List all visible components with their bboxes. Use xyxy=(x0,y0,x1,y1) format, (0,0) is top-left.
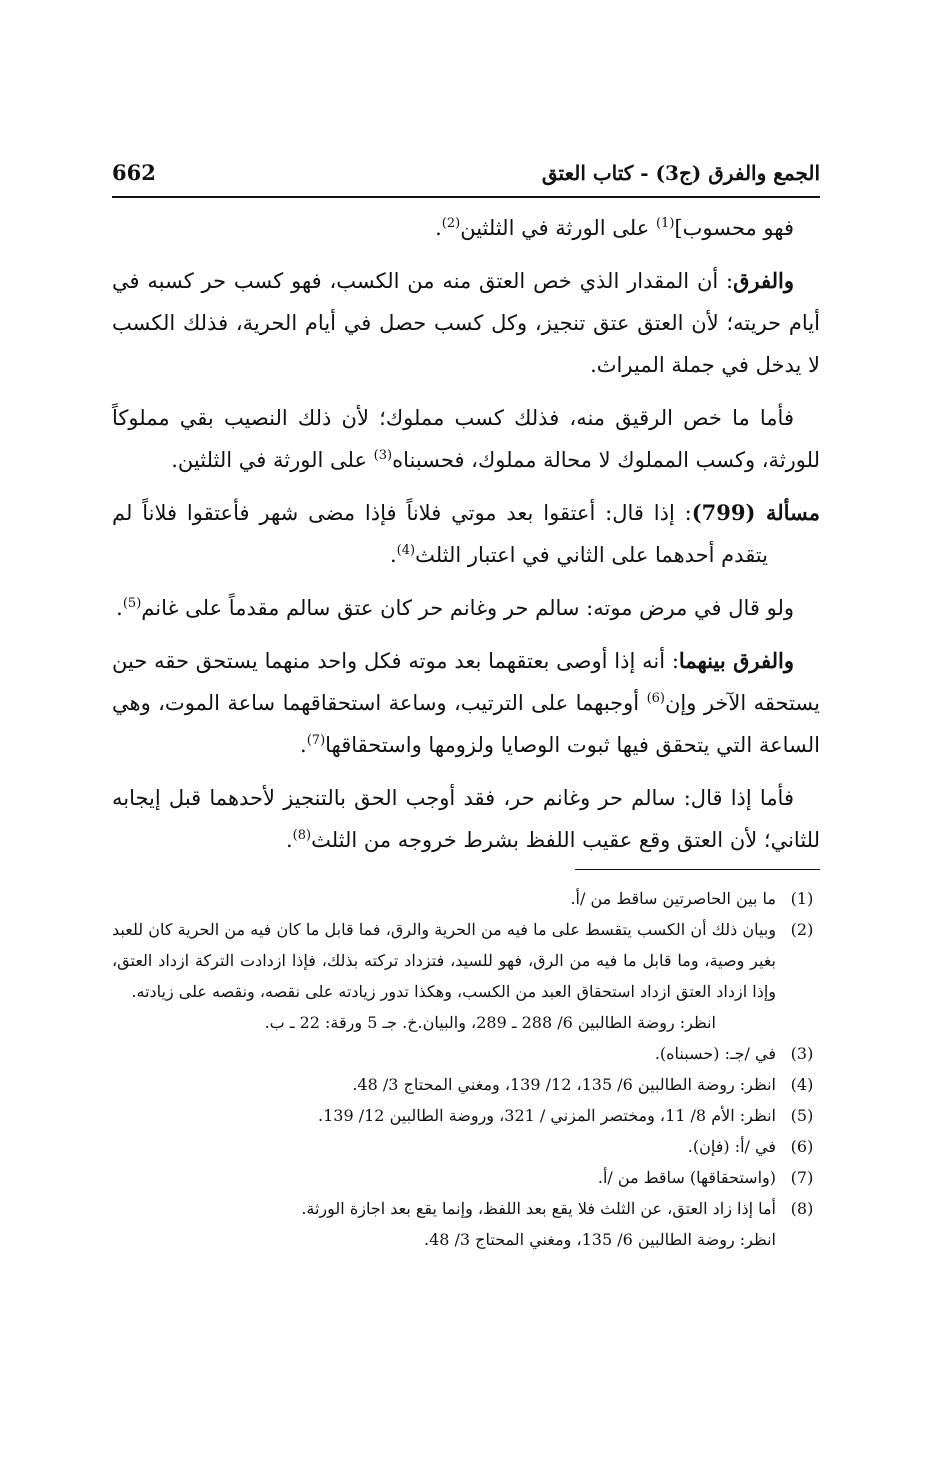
footnote-number: (6) xyxy=(790,1137,814,1156)
paragraph-5: ولو قال في مرض موته: سالم حر وغانم حر كان عتق سالم مقدماً على غانم$^{(5)}$. xyxy=(116,596,794,620)
paragraph-1: فهو محسوب]$^{(1)}$ على الورثة في الثلثين$^{(2)}$. xyxy=(435,216,794,240)
header-rule xyxy=(112,196,820,198)
footnote-6: (6) في /أ: (فإن). xyxy=(112,1131,820,1162)
footnote-1: (1) ما بين الحاصرتين ساقط من /أ. xyxy=(112,883,820,914)
difference-between-label: والفرق بينهما xyxy=(678,648,794,673)
paragraph-6: والفرق بينهما: أنه إذا أوصى بعتقهما بعد موته فكل واحد منهما يستحق حقه حين يستحقه الآخر وإن$^{(6)}$ أوجبهما على الترتيب، وساعة استحقاقهما ساعة الموت، وهي الساعة التي يتحقق فيها ثبوت الوصايا ولزومها واستحقاقها$^{(7)}$. xyxy=(112,648,821,757)
page-number: 662 xyxy=(112,160,156,185)
footnote-8: (8) أما إذا زاد العتق، عن الثلث فلا يقع بعد اللفظ، وإنما يقع بعد اجازة الورثة. انظر: روضة الطالبين 6/ 135، ومغني المحتاج 3/ 48. xyxy=(112,1193,820,1255)
running-title: الجمع والفرق (ج3) - كتاب العتق xyxy=(541,161,820,185)
footnote-ref-4[interactable]: (4) xyxy=(396,543,416,558)
footnote-number: (8) xyxy=(790,1199,814,1218)
page-header xyxy=(112,153,820,193)
footnote-number: (7) xyxy=(790,1168,814,1187)
difference-label: والفرق xyxy=(733,268,794,293)
footnote-number: (1) xyxy=(790,889,814,908)
paragraph-3: فأما ما خص الرقيق منه، فذلك كسب مملوك؛ لأن ذلك النصيب بقي مملوكاً للورثة، وكسب المملوك لا محالة مملوك، فحسبناه$^{(3)}$ على الورثة في الثلثين. xyxy=(112,406,820,472)
footnote-ref-8[interactable]: (8) xyxy=(292,828,312,843)
footnote-3: (3) في /جـ: (حسبناه). xyxy=(112,1038,820,1069)
footnote-4: (4) انظر: روضة الطالبين 6/ 135، 12/ 139، ومغني المحتاج 3/ 48. xyxy=(112,1069,820,1100)
footnote-5: (5) انظر: الأم 8/ 11، ومختصر المزني / 321، وروضة الطالبين 12/ 139. xyxy=(112,1100,820,1131)
footnote-ref-2[interactable]: (2) xyxy=(441,216,461,231)
footnote-number: (4) xyxy=(790,1075,814,1094)
footnote-number: (2) xyxy=(790,920,814,939)
footnotes xyxy=(112,883,820,1255)
paragraph-7: فأما إذا قال: سالم حر وغانم حر، فقد أوجب الحق بالتنجيز لأحدهما قبل إيجابه للثاني؛ لأن العتق وقع عقيب اللفظ بشرط خروجه من الثلث$^{(8)}$. xyxy=(112,786,820,852)
footnote-number: (3) xyxy=(790,1044,814,1063)
footnote-rule xyxy=(575,869,820,870)
footnote-ref-5[interactable]: (5) xyxy=(122,596,142,611)
footnote-ref-3[interactable]: (3) xyxy=(373,448,393,463)
footnote-2: (2) وبيان ذلك أن الكسب يتقسط على ما فيه من الحرية والرق، فما قابل ما كان فيه من الحرية كان للعبد بغير وصية، وما قابل ما فيه من الرق، فهو للسيد، فتزداد تركته بذلك، فإذا ازدادت التركة ازداد العتق، وإذا ازداد العتق ازداد استحقاق العبد من الكسب، وهكذا تدور زيادته على نقصه، ونقصه على زيادته. انظر: روضة الطالبين 6/ 288 ـ 289، والبيان.خ. جـ 5 ورقة: 22 ـ ب. xyxy=(112,914,820,1038)
footnote-ref-6[interactable]: (6) xyxy=(646,691,665,706)
footnote-ref-7[interactable]: (7) xyxy=(306,733,326,748)
footnote-7: (7) (واستحقاقها) ساقط من /أ. xyxy=(112,1162,820,1193)
paragraph-2: والفرق: أن المقدار الذي خص العتق منه من الكسب، فهو كسب حر كسبه في أيام حريته؛ لأن العتق عتق تنجيز، وكل كسب حصل في أيام الحرية، فذلك الكسب لا يدخل في جملة الميراث. xyxy=(112,268,820,377)
main-text xyxy=(112,207,820,872)
footnote-ref-1[interactable]: (1) xyxy=(655,216,675,231)
paragraph-4-issue: مسألة (799): إذا قال: أعتقوا بعد موتي فلاناً فإذا مضى شهر فأعتقوا فلاناً لم يتقدم أحدهما على الثاني في اعتبار الثلث$^{(4)}$. xyxy=(112,500,820,567)
issue-label: مسألة (799) xyxy=(691,500,820,525)
footnote-number: (5) xyxy=(790,1106,814,1125)
